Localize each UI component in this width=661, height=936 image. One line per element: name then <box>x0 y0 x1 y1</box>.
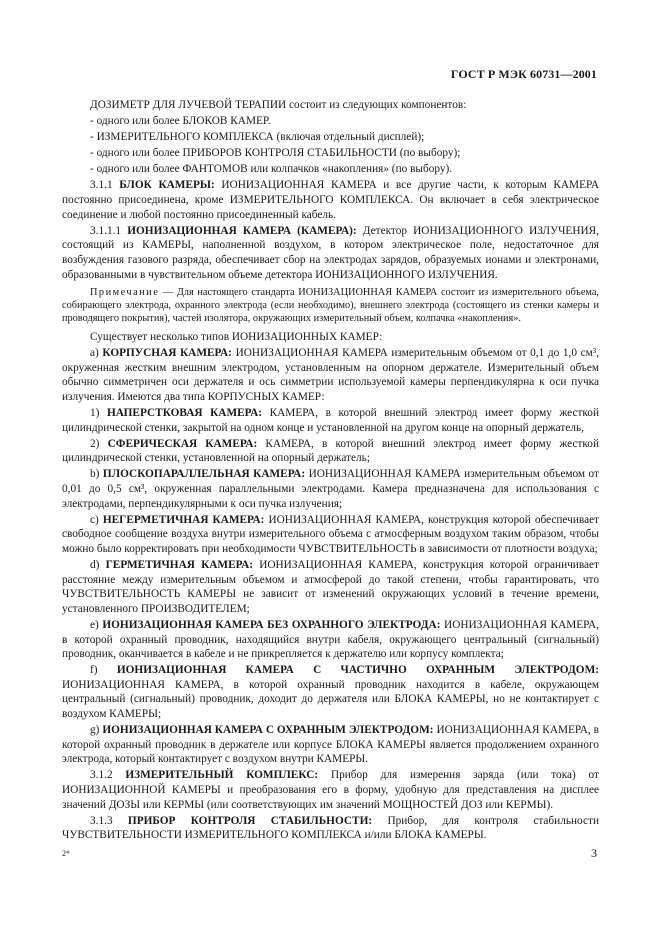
type-prefix: a) <box>90 347 99 360</box>
type-term: СФЕРИЧЕСКАЯ КАМЕРА: <box>107 437 258 450</box>
type-text: ИОНИЗАЦИОННАЯ КАМЕРА, конструкция которой обеспечивает свободное сообщение воздуха внутри измерительного объема с атмосферным воздухом таким образом, чтобы можно было корректировать при необходимости ЧУВСТВИТЕЛЬНОСТЬ в зависимости от плотности воздуха; <box>62 513 600 555</box>
type-prefix: b) <box>90 468 100 481</box>
definition-3-1-1-1 <box>62 224 599 282</box>
section-number: 3.1.3 <box>90 814 113 827</box>
document-header: ГОСТ Р МЭК 60731—2001 <box>450 67 597 81</box>
type-item <box>62 346 599 404</box>
type-item <box>62 437 599 466</box>
type-item <box>62 513 599 557</box>
type-item <box>62 618 599 662</box>
type-prefix: 1) <box>90 407 100 420</box>
page-number: 3 <box>591 846 597 860</box>
type-prefix: f) <box>90 664 98 677</box>
note-text: — Для настоящего стандарта ИОНИЗАЦИОННАЯ КАМЕРА состоит из измерительного объема, собирающего электрода, охранного электрода (если необходимо), внешнего электрода (состоящего из стенки камеры и проводящего покрытия), частей изолятора, окружающих измерительный объем, колпачка «накопления». <box>62 287 599 325</box>
section-number: 3.1.1 <box>90 179 113 192</box>
type-item <box>62 663 599 721</box>
type-term: НАПЕРСТКОВАЯ КАМЕРА: <box>106 407 263 420</box>
type-text: КАМЕРА, в которой внешний электрод имеет форму жесткой цилиндрической стенки, закрытой на одном конце и установленной на другом конце на опорный держатель, <box>62 407 600 434</box>
definition-3-1-2 <box>62 768 599 812</box>
type-prefix: d) <box>90 559 100 572</box>
component-item: - одного или более БЛОКОВ КАМЕР. <box>90 115 271 128</box>
type-text: ИОНИЗАЦИОННАЯ КАМЕРА, в которой охранный проводник в держателе или корпусе БЛОКА КАМЕРЫ является продолжением охранного электрода, который контактирует с воздухом внутри КАМЕРЫ. <box>62 724 599 766</box>
type-term: ПЛОСКОПАРАЛЛЕЛЬНАЯ КАМЕРА: <box>102 468 306 481</box>
type-text: ИОНИЗАЦИОННАЯ КАМЕРА, в которой охранный проводник, находящийся внутри кабеля, окружающего центральный (сигнальный) проводник, оканчивается в кабеле и не прикрепляется к держателю или корпусу комплекта; <box>62 618 599 661</box>
component-item: - одного или более ФАНТОМОВ или колпачков «накопления» (по выбору). <box>90 163 453 176</box>
type-term: ИОНИЗАЦИОННАЯ КАМЕРА БЕЗ ОХРАННОГО ЭЛЕКТРОДА: <box>102 618 441 631</box>
type-prefix: 2) <box>90 437 100 450</box>
note-paragraph <box>62 286 599 325</box>
definition-text: Прибор для измерения заряда (или тока) от ИОНИЗАЦИОННОЙ КАМЕРЫ и преобразования его в форму, удобную для представления на дисплее значений ДОЗЫ или КЕРМЫ (или соответствующих им значений МОЩНОСТЕЙ ДОЗ или КЕРМЫ). <box>62 769 599 811</box>
type-term: ГЕРМЕТИЧНАЯ КАМЕРА: <box>105 559 254 572</box>
type-prefix: g) <box>90 724 100 737</box>
definition-text: Прибор, для контроля стабильности ЧУВСТВИТЕЛЬНОСТИ ИЗМЕРИТЕЛЬНОГО КОМПЛЕКСА и/или БЛОКА КАМЕРЫ. <box>62 814 599 842</box>
definition-term: ИЗМЕРИТЕЛЬНЫЙ КОМПЛЕКС: <box>125 769 319 782</box>
type-text: ИОНИЗАЦИОННАЯ КАМЕРА, в которой охранный проводник находится в кабеле, окружающем центральный (сигнальный) проводник, доходит до держателя или БЛОКА КАМЕРЫ, но не контактирует с воздухом КАМЕРЫ; <box>62 678 599 720</box>
definition-text: Детектор ИОНИЗАЦИОННОГО ИЗЛУЧЕНИЯ, состоящий из КАМЕРЫ, наполненной воздухом, в котором электрическое поле, недостаточное для возбуждения газового разряда, обеспечивает сбор на электродах зарядов, образуемых ионами и электронами, образованными в чувствительном объеме детектора ИОНИЗАЦИОННОГО ИЗЛУЧЕНИЯ. <box>62 224 600 281</box>
intro-paragraph: ДОЗИМЕТР ДЛЯ ЛУЧЕВОЙ ТЕРАПИИ состоит из следующих компонентов: <box>90 99 467 111</box>
type-text: ИОНИЗАЦИОННАЯ КАМЕРА измерительным объемом от 0,01 до 0,5 см³, окруженная параллельными электродами. Камера предназначена для использования с электродами, перпендикулярными к оси пучка излучения; <box>62 468 599 510</box>
type-item <box>62 406 599 435</box>
type-prefix: e) <box>90 618 99 631</box>
section-number: 3.1.2 <box>90 769 113 782</box>
definition-text: ИОНИЗАЦИОННАЯ КАМЕРА и все другие части, к которым КАМЕРА постоянно присоединена, кроме ИЗМЕРИТЕЛЬНОГО КОМПЛЕКСА. Он включает в себя электрическое соединение и любой постоянно присоединенный кабель. <box>62 179 600 221</box>
type-term: КОРПУСНАЯ КАМЕРА: <box>102 347 232 360</box>
definition-term: БЛОК КАМЕРЫ: <box>119 179 215 192</box>
type-item <box>62 558 599 616</box>
type-item <box>62 723 599 767</box>
type-term: ИОНИЗАЦИОННАЯ КАМЕРА С ОХРАННЫМ ЭЛЕКТРОДОМ: <box>102 724 434 737</box>
type-text: ИОНИЗАЦИОННАЯ КАМЕРА измерительным объемом от 0,1 до 1,0 см³, окруженная жестким внешним электродом, установленным на опорном держателе. Измерительный объем обычно симметричен оси держателя и ось симметрии используемой камеры перпендикулярна к оси пучка излучения. Имеются два типа КОРПУСНЫХ КАМЕР: <box>62 347 600 403</box>
type-text: ИОНИЗАЦИОННАЯ КАМЕРА, конструкция которой ограничивает расстояние между измерительным объемом и атмосферой до такой степени, чтобы гарантировать, что ЧУВСТВИТЕЛЬНОСТЬ КАМЕРЫ не зависит от изменений окружающих условий в течение времени, установленного ПРОИЗВОДИТЕЛЕМ; <box>62 559 599 615</box>
type-item <box>62 467 599 511</box>
types-intro: Существует несколько типов ИОНИЗАЦИОННЫХ КАМЕР: <box>90 331 383 344</box>
definition-3-1-1 <box>62 178 599 222</box>
section-number: 3.1.1.1 <box>90 224 122 237</box>
type-prefix: c) <box>90 513 99 526</box>
signature-mark: 2* <box>62 849 70 858</box>
definition-3-1-3 <box>62 814 599 843</box>
component-item: - ИЗМЕРИТЕЛЬНОГО КОМПЛЕКСА (включая отдельный дисплей); <box>90 131 425 144</box>
type-term: НЕГЕРМЕТИЧНАЯ КАМЕРА: <box>102 513 265 526</box>
note-label: Примечание <box>90 287 160 299</box>
type-term: ИОНИЗАЦИОННАЯ КАМЕРА С ЧАСТИЧНО ОХРАННЫМ ЭЛЕКТРОДОМ: <box>116 664 600 677</box>
definition-term: ПРИБОР КОНТРОЛЯ СТАБИЛЬНОСТИ: <box>127 814 373 827</box>
type-text: КАМЕРА, в которой внешний электрод имеет форму жесткой цилиндрической стенки, установленной на опорный держатель; <box>62 437 600 465</box>
component-item: - одного или более ПРИБОРОВ КОНТРОЛЯ СТАБИЛЬНОСТИ (по выбору); <box>90 147 461 160</box>
definition-term: ИОНИЗАЦИОННАЯ КАМЕРА (КАМЕРА): <box>127 224 357 237</box>
document-body <box>62 98 599 844</box>
